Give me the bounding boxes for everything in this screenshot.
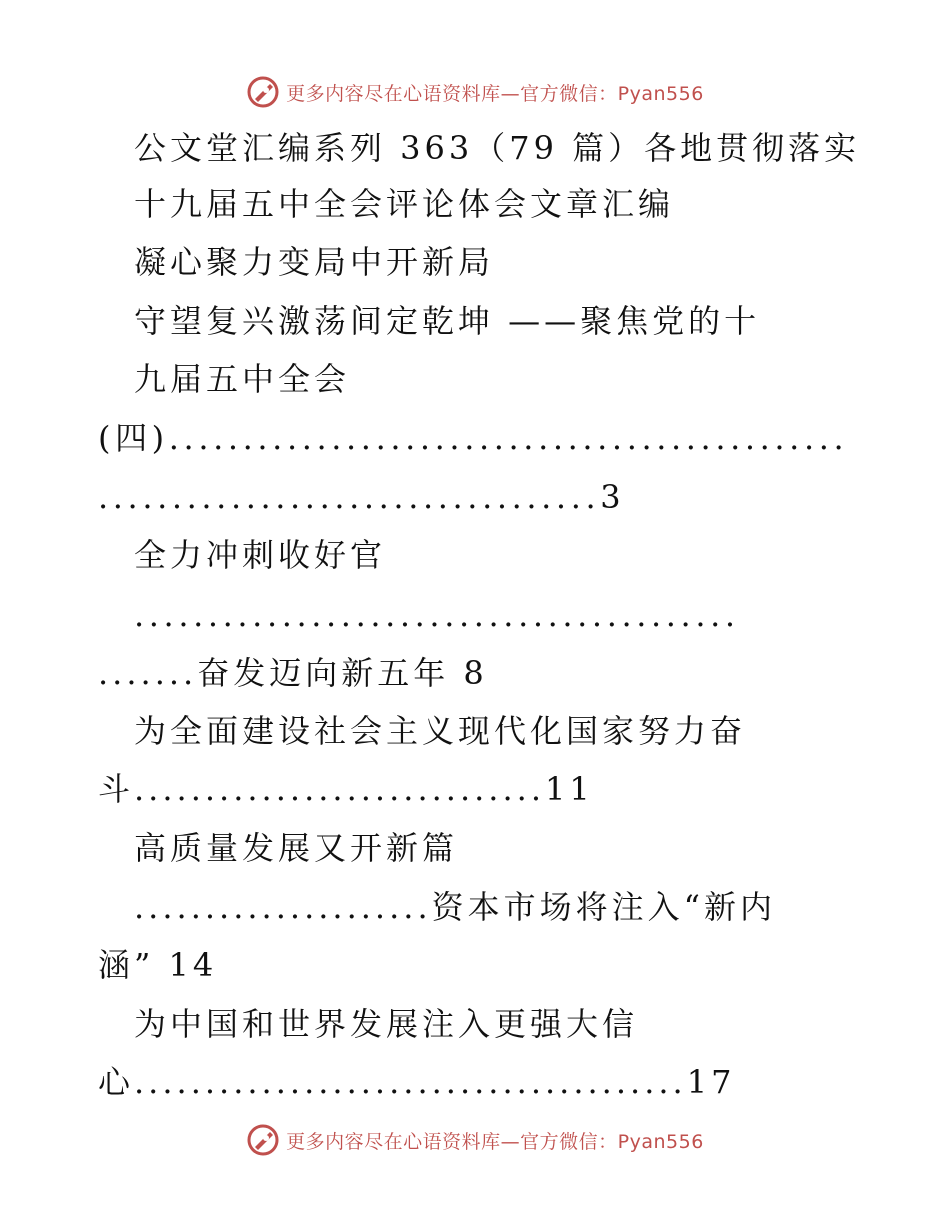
pen-logo-icon	[246, 1123, 280, 1157]
footer-watermark	[0, 1120, 950, 1160]
toc-line: 涵” 14	[98, 946, 218, 984]
toc-line: 为中国和世界发展注入更强大信	[134, 1005, 639, 1043]
toc-line: .......奋发迈向新五年 8	[98, 654, 488, 692]
toc-line: 十九届五中全会评论体会文章汇编	[134, 185, 675, 223]
toc-line: 凝心聚力变局中开新局	[134, 243, 495, 281]
toc-line: 为全面建设社会主义现代化国家努力奋	[134, 712, 747, 750]
toc-entry-dots: (四)..............................................	[98, 419, 849, 457]
header-watermark	[0, 72, 950, 112]
pen-logo-icon	[246, 75, 280, 109]
toc-line: 斗.............................11	[98, 770, 594, 808]
toc-line: 九届五中全会	[134, 360, 351, 398]
toc-line: .....................资本市场将注入“新内	[134, 888, 776, 926]
toc-line: 守望复兴激荡间定乾坤 ——聚焦党的十	[134, 302, 761, 340]
toc-entry-dots: .........................................	[134, 596, 740, 634]
watermark-text: 更多内容尽在心语资料库—官方微信：Pyan556	[286, 82, 704, 105]
toc-line: 公文堂汇编系列 363（79 篇）各地贯彻落实	[134, 129, 861, 167]
toc-line: 心.......................................17	[98, 1063, 736, 1101]
watermark-text: 更多内容尽在心语资料库—官方微信：Pyan556	[286, 1130, 704, 1153]
toc-line: 高质量发展又开新篇	[134, 829, 459, 867]
toc-line: 全力冲刺收好官	[134, 536, 387, 574]
toc-entry-dots: ..................................3	[98, 478, 626, 516]
